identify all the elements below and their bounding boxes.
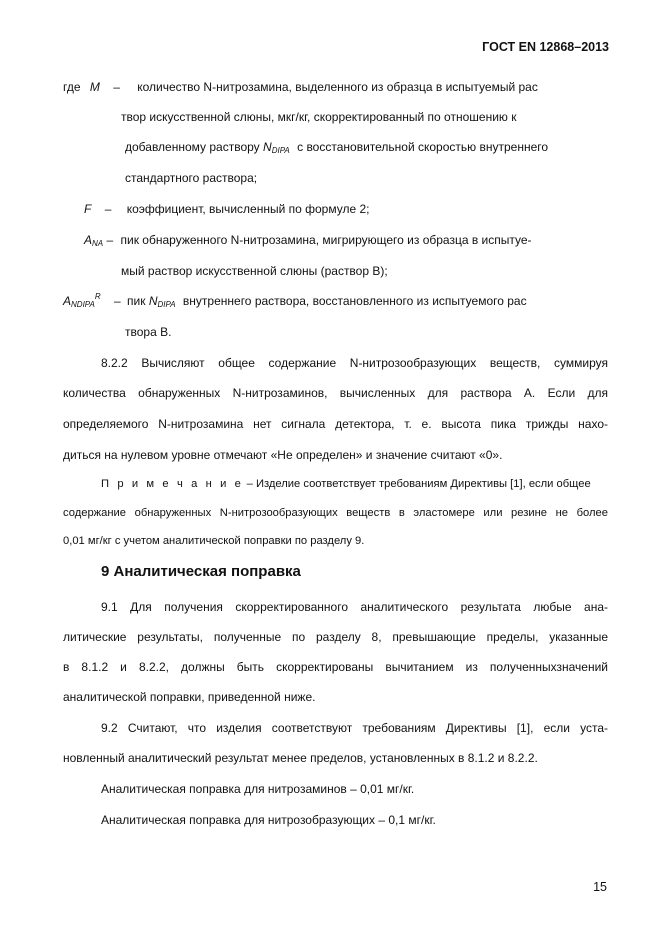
paragraph-9-1-line-4: аналитической поправки, приведенной ниже. [63,690,316,704]
legend-ana-line-2: мый раствор искусственной слюны (раствор В); [121,264,388,278]
symbol-a: A [63,294,72,308]
symbol-n: N [148,294,158,308]
paragraph-8-2-2-line-1: 8.2.2 Вычисляют общее содержание N-нитрозообразующих веществ, суммируя [101,356,608,370]
legend-dash: – [104,202,112,216]
symbol-f: F [84,202,92,216]
legend-m-line-3 [125,140,548,154]
legend-andipa-line-2: твора В. [125,325,172,339]
note-line-1 [101,478,591,490]
correction-nitrosatables: Аналитическая поправка для нитрозобразующих – 0,1 мг/кг. [101,813,436,827]
legend-text: добавленному раствору [125,140,260,154]
legend-m-line-2: твор искусственной слюны, мкг/кг, скорректированный по отношению к [121,110,517,124]
subscript-dipa: DIPA [271,146,290,155]
symbol-n: N [263,140,272,154]
section-heading: 9 Аналитическая поправка [101,563,301,580]
symbol-m: M [89,80,100,94]
paragraph-8-2-2-line-2: количества обнаруженных N-нитрозаминов, вычисленных для раствора А. Если для [63,386,608,400]
legend-text: с восстановительной скоростью внутреннего [297,140,549,154]
legend-text: коэффициент, вычисленный по формуле 2; [126,202,370,216]
note-line-2: содержание обнаруженных N-нитрозообразующих веществ в эластомере или резине не более [63,507,608,519]
legend-dash: – [114,294,121,308]
paragraph-8-2-2-line-3: определяемого N-нитрозамина нет сигнала детектора, т. е. высота пика трижды нахо- [63,417,608,431]
legend-andipa-line-1 [63,294,527,308]
note-text: – Изделие соответствует требованиям Директивы [1], если общее [246,478,591,490]
legend-m-line-4: стандартного раствора; [125,171,258,185]
paragraph-9-2-line-1: 9.2 Считают, что изделия соответствуют требованиям Директивы [1], если уста- [101,721,608,735]
document-id: ГОСТ EN 12868–2013 [482,40,609,54]
paragraph-9-1-line-1: 9.1 Для получения скорректированного аналитического результата любые ана- [101,600,608,614]
subscript-dipa: DIPA [157,300,176,309]
symbol-a: A [84,233,93,247]
legend-f-line-1 [84,202,369,216]
legend-m-line-1 [63,80,538,94]
legend-text: пик [127,294,146,308]
note-line-3: 0,01 мг/кг с учетом аналитической поправки по разделу 9. [63,535,365,547]
note-label: П р и м е ч а н и е [101,478,244,490]
legend-dash: – [106,233,114,247]
paragraph-9-1-line-3: в 8.1.2 и 8.2.2, должны быть скорректированы вычитанием из полученныхзначений [63,660,608,674]
legend-text: внутреннего раствора, восстановленного из испытуемого рас [182,294,527,308]
superscript-r: R [94,292,101,301]
page-number: 15 [593,880,607,894]
paragraph-9-2-line-2: новленный аналитический результат менее пределов, установленных в 8.1.2 и 8.2.2. [63,751,538,765]
legend-dash: – [113,80,120,94]
legend-text: количество N-нитрозамина, выделенного из образца в испытуемый рас [137,80,538,94]
correction-nitrosamines: Аналитическая поправка для нитрозаминов – 0,01 мг/кг. [101,782,415,796]
subscript-na: NA [92,239,104,248]
legend-text: пик обнаруженного N-нитрозамина, мигрирующего из образца в испытуе- [120,233,532,247]
paragraph-8-2-2-line-4: диться на нулевом уровне отмечают «Не определен» и значение считают «0». [63,448,503,462]
subscript-ndipa: NDIPA [71,300,95,309]
legend-prefix: где [63,80,81,94]
paragraph-9-1-line-2: литические результаты, полученные по разделу 8, превышающие пределы, указанные [63,630,608,644]
legend-ana-line-1 [84,233,532,247]
